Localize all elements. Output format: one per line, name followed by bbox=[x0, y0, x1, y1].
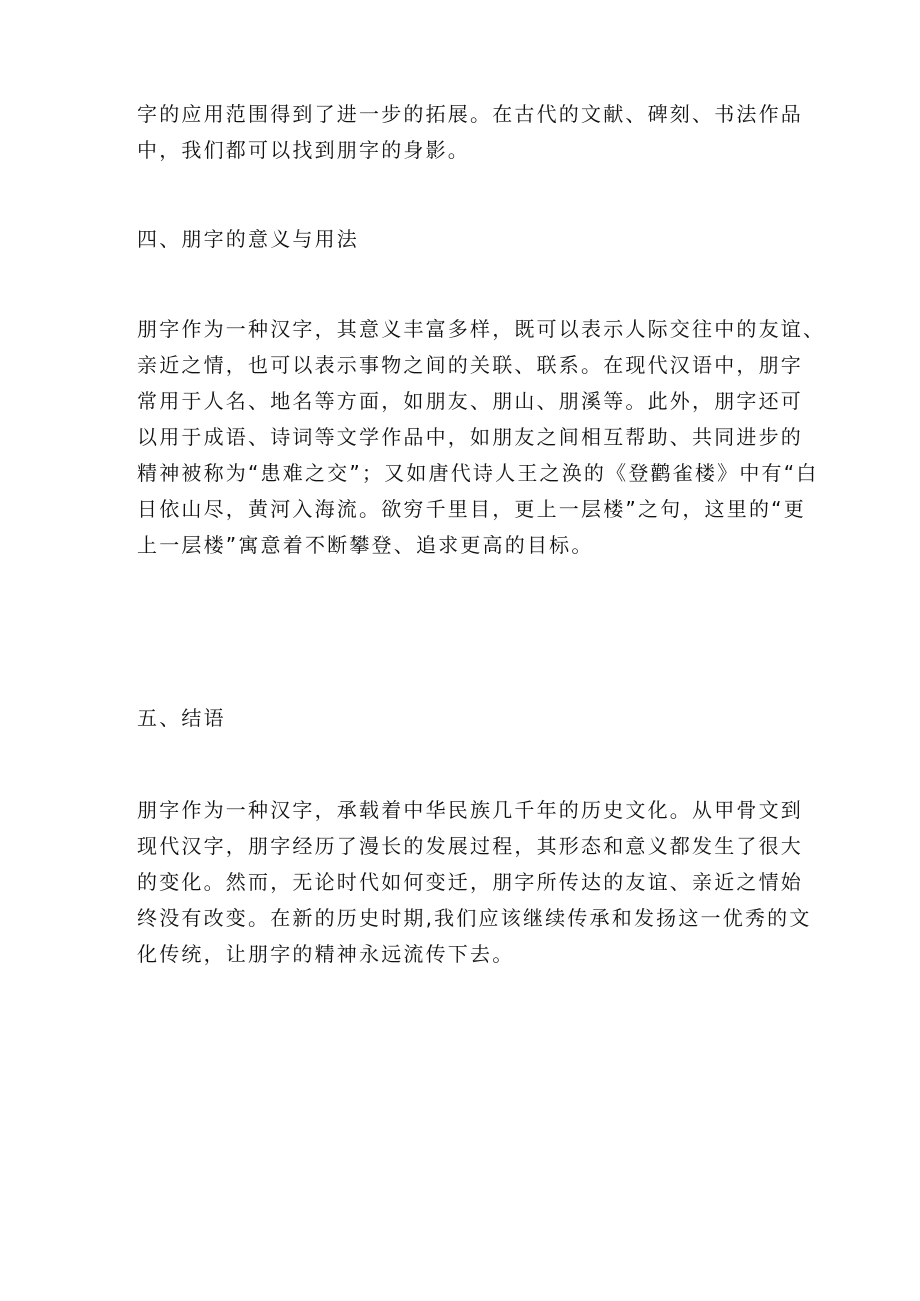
text-line: 现代汉字，朋字经历了漫长的发展过程，其形态和意义都发生了很大 bbox=[137, 834, 803, 858]
text-line: 中，我们都可以找到朋字的身影。 bbox=[137, 138, 470, 162]
section-4-paragraph bbox=[137, 311, 826, 563]
text-line: 常用于人名、地名等方面，如朋友、朋山、朋溪等。此外，朋字还可 bbox=[137, 389, 803, 413]
text-line: 化传统，让朋字的精神永远流传下去。 bbox=[137, 942, 515, 966]
text-line: 日依山尽，黄河入海流。欲穷千里目，更上一层楼”之句，这里的“更 bbox=[137, 497, 806, 521]
section-4-heading bbox=[137, 221, 797, 257]
text-line: 上一层楼”寓意着不断攀登、追求更高的目标。 bbox=[137, 533, 594, 557]
text-line: 朋字作为一种汉字，其意义丰富多样，既可以表示人际交往中的友谊、 bbox=[137, 317, 826, 341]
text-line: 朋字作为一种汉字，承载着中华民族几千年的历史文化。从甲骨文到 bbox=[137, 798, 803, 822]
intro-paragraph bbox=[137, 96, 803, 168]
text-line: 终没有改变。在新的历史时期,我们应该继续传承和发扬这一优秀的文 bbox=[137, 906, 812, 930]
text-line: 精神被称为“患难之交”；又如唐代诗人王之涣的《登鹳雀楼》中有“白 bbox=[137, 461, 819, 485]
section-5-paragraph bbox=[137, 792, 812, 972]
text-line: 亲近之情，也可以表示事物之间的关联、联系。在现代汉语中，朋字 bbox=[137, 353, 803, 377]
heading-text: 五、结语 bbox=[137, 706, 226, 730]
heading-text: 四、朋字的意义与用法 bbox=[137, 227, 359, 251]
section-5-heading bbox=[137, 700, 797, 736]
text-line: 以用于成语、诗词等文学作品中，如朋友之间相互帮助、共同进步的 bbox=[137, 425, 803, 449]
text-line: 字的应用范围得到了进一步的拓展。在古代的文献、碑刻、书法作品 bbox=[137, 102, 803, 126]
text-line: 的变化。然而，无论时代如何变迁，朋字所传达的友谊、亲近之情始 bbox=[137, 870, 803, 894]
